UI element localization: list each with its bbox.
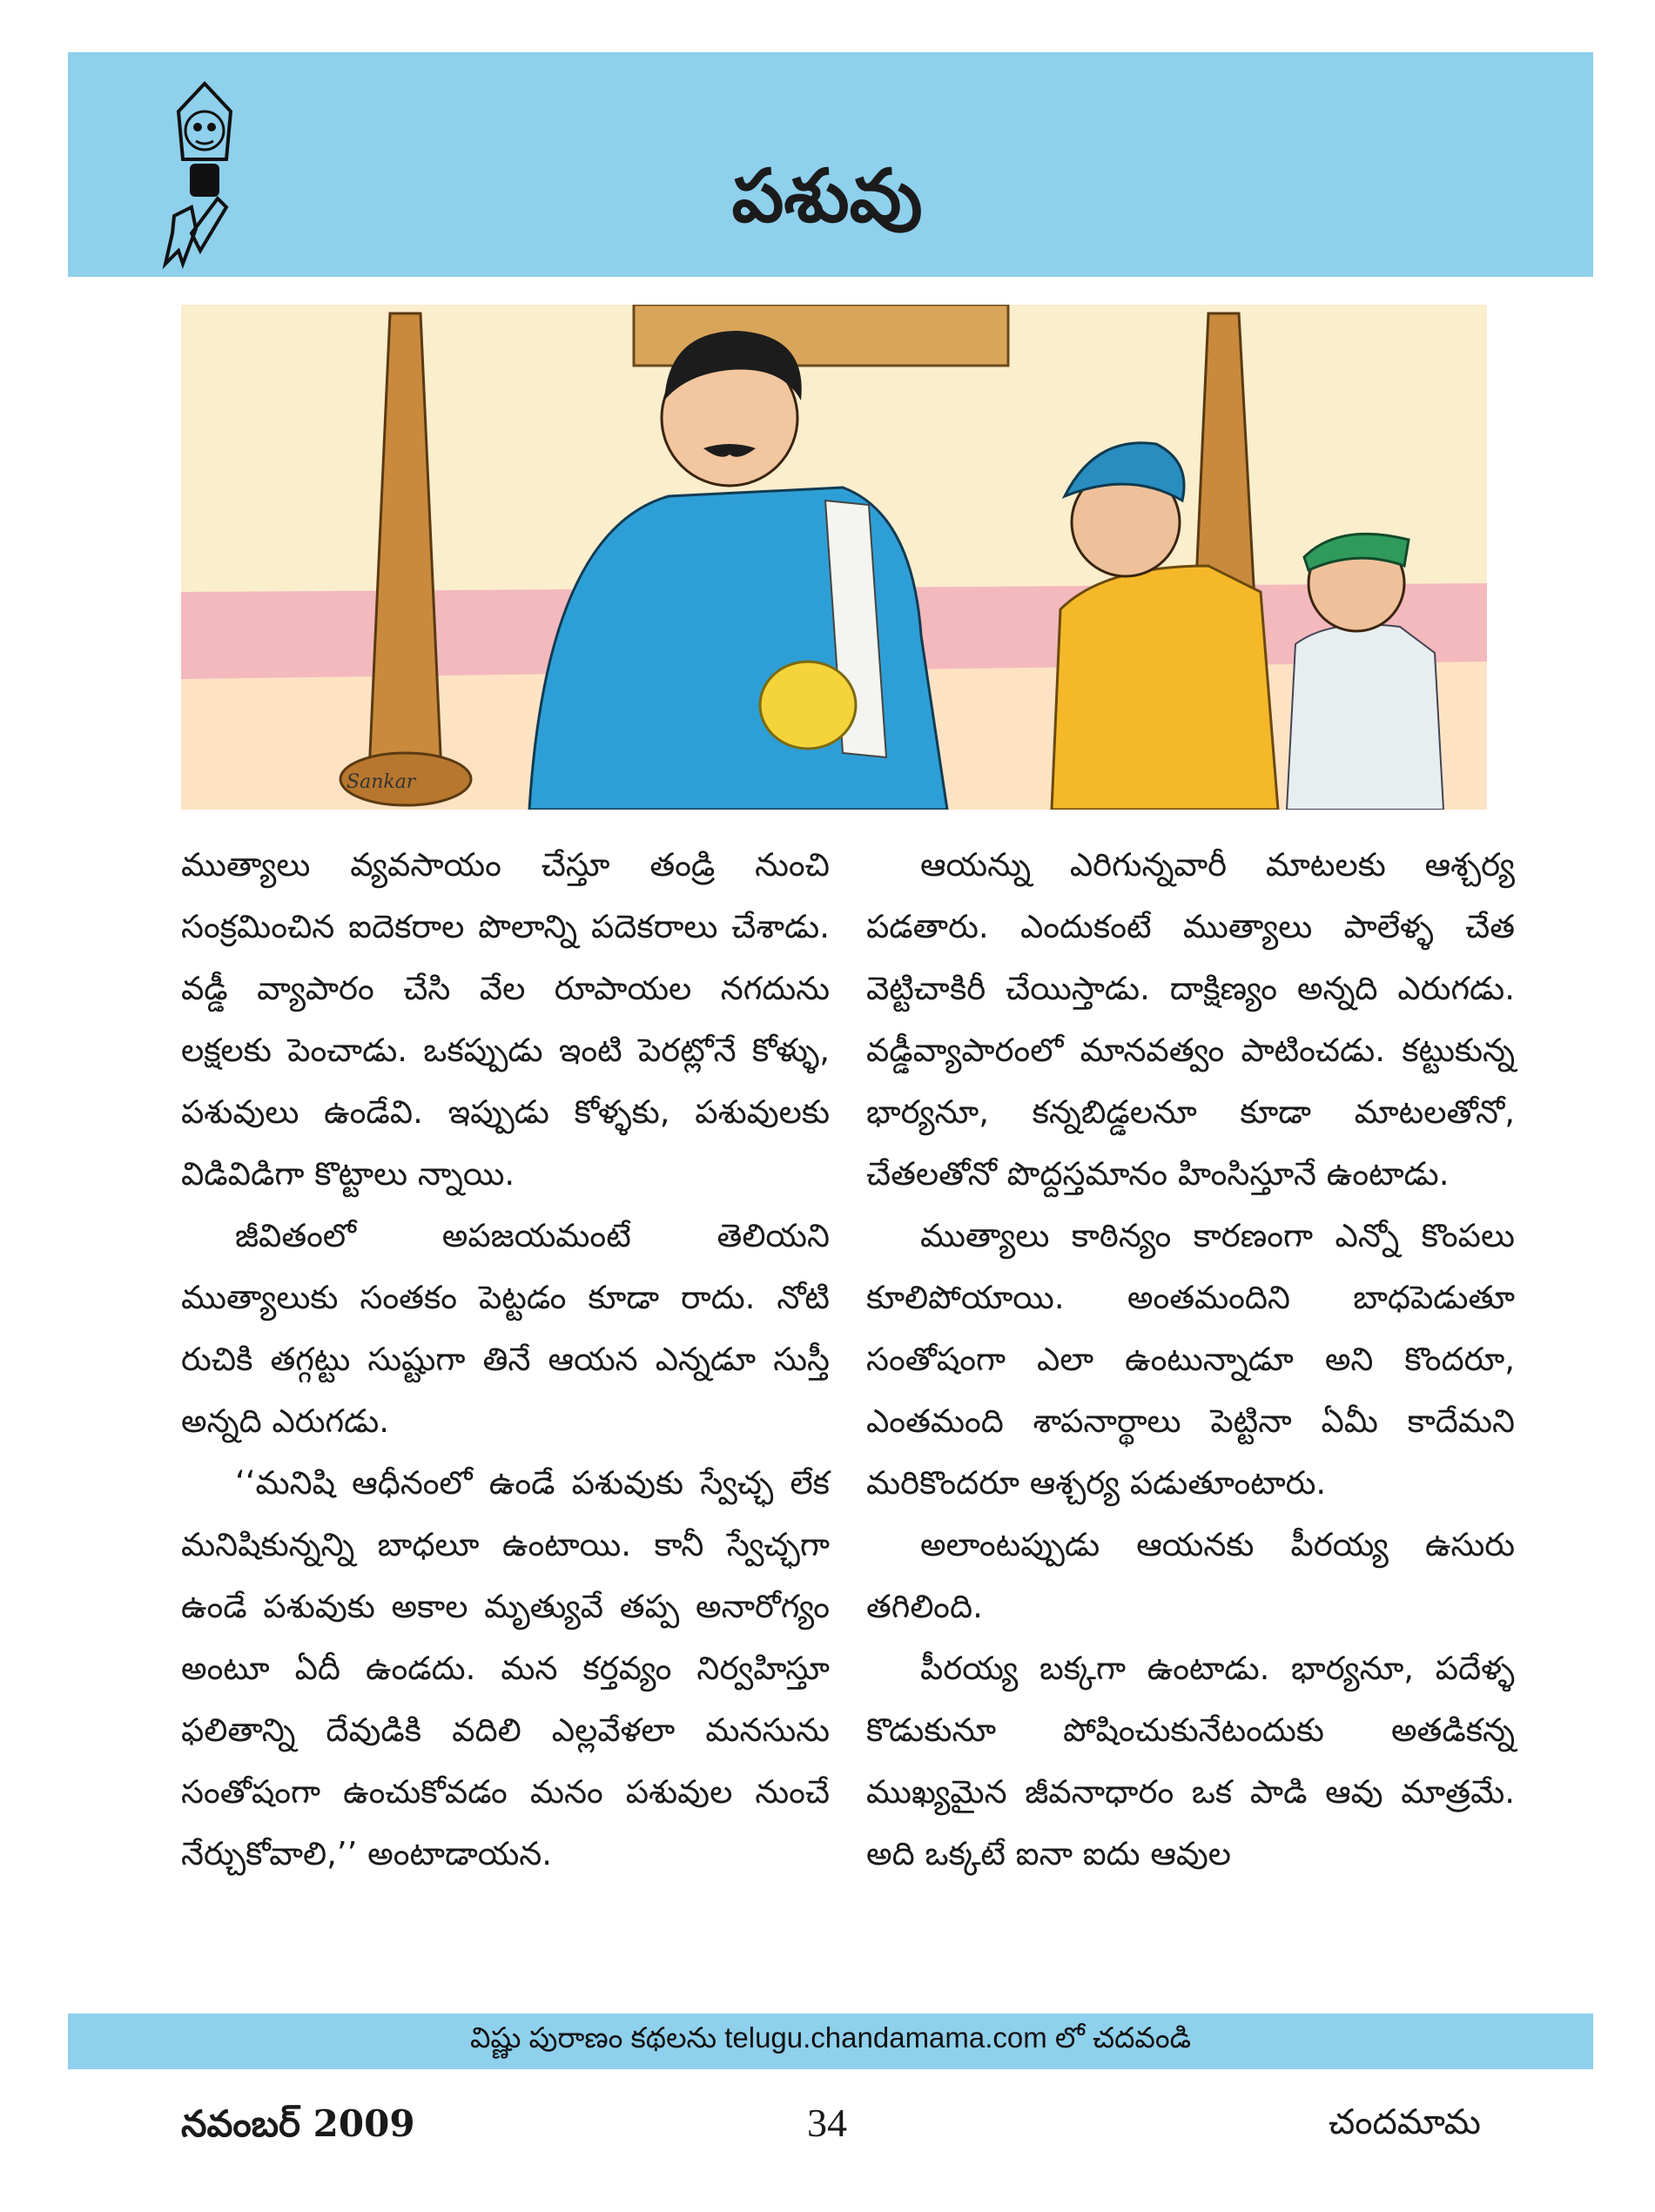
footer-banner-text: విష్ణు పురాణం కథలను telugu.chandamama.com లో చదవండి [469,2021,1192,2054]
paragraph: ముత్యాలు కాఠిన్యం కారణంగా ఎన్నో కొంపలు కూలిపోయాయి. అంతమందిని బాధపెడుతూ సంతోషంగా ఎలా ఉంటున్నాడూ అని కొందరూ, ఎంతమంది శాపనార్థాలు పెట్టినా ఏమీ కాదేమని మరికొందరూ ఆశ్చర్య పడుతూంటారు. [866,1217,1515,1502]
magazine-name: చందమామ [1328,2102,1481,2142]
paragraph: ముత్యాలు వ్యవసాయం చేస్తూ తండ్రి నుంచి సంక్రమించిన ఐదెకరాల పొలాన్ని పదెకరాలు చేశాడు. వడ్డీ వ్యాపారం చేసి వేల రూపాయల నగదును లక్షలకు పెంచాడు. ఒకప్పుడు ఇంటి పెరట్లోనే కోళ్ళు, పశువులు ఉండేవి. ఇప్పుడు కోళ్ళకు, పశువులకు విడివిడిగా కొట్టాలు న్నాయి. [181,846,830,1193]
paragraph: అలాంటప్పుడు ఆయనకు పీరయ్య ఉసురు తగిలింది. [866,1526,1515,1625]
story-illustration [181,305,1487,810]
pen-face-icon [157,77,252,286]
paragraph: ‘‘మనిషి ఆధీనంలో ఉండే పశువుకు స్వేచ్ఛ లేక మనిషికున్నన్ని బాధలూ ఉంటాయి. కానీ స్వేచ్ఛగా ఉండే పశువుకు అకాల మృత్యువే తప్ప అనారోగ్యం అంటూ ఏదీ ఉండదు. మన కర్తవ్యం నిర్వహిస్తూ ఫలితాన్ని దేవుడికి వదిలి ఎల్లవేళలా మనసును సంతోషంగా ఉంచుకోవడం మనం పశువుల నుంచే నేర్చుకోవాలి,’’ అంటాడాయన. [181,1464,830,1872]
artist-signature: Sankar [346,771,416,793]
paragraph: జీవితంలో అపజయమంటే తెలియని ముత్యాలుకు సంతకం పెట్టడం కూడా రాదు. నోటి రుచికి తగ్గట్టు సుష్టుగా తినే ఆయన ఎన్నడూ సుస్తీ అన్నది ఎరుగడు. [181,1217,830,1440]
page-number: 34 [807,2101,847,2145]
story-title: పశువు [731,152,923,239]
left-column [181,834,830,1885]
footer-banner [68,2014,1593,2069]
issue-month-year: నవంబర్ 2009 [181,2102,415,2145]
paragraph: ఆయన్ను ఎరిగున్నవారీ మాటలకు ఆశ్చర్య పడతారు. ఎందుకంటే ముత్యాలు పాలేళ్ళ చేత వెట్టిచాకిరీ చేయిస్తాడు. దాక్షిణ్యం అన్నది ఎరుగడు. వడ్డీవ్యాపారంలో మానవత్వం పాటించడు. కట్టుకున్న భార్యనూ, కన్నబిడ్డలనూ కూడా మాటలతోనో, చేతలతోనో పొద్దస్తమానం హింసిస్తూనే ఉంటాడు. [866,846,1515,1193]
right-column [866,834,1515,1885]
paragraph: పీరయ్య బక్కగా ఉంటాడు. భార్యనూ, పదేళ్ళ కొడుకునూ పోషించుకునేటందుకు అతడికన్న ముఖ్యమైన జీవనాధారం ఒక పాడి ఆవు మాత్రమే. అది ఒక్కటే ఐనా ఐదు ఆవుల [866,1650,1515,1872]
